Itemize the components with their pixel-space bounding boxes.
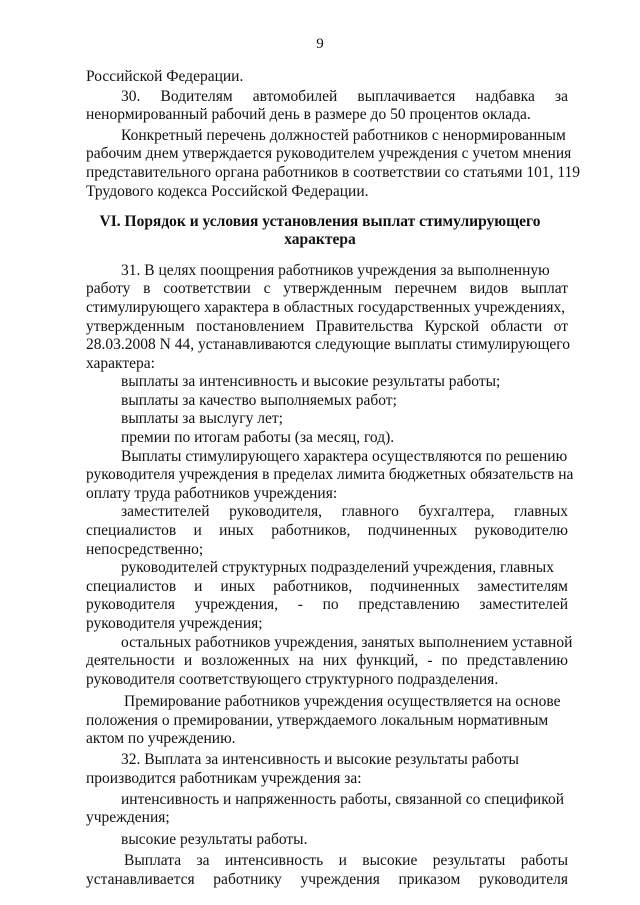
text-line: характера: xyxy=(86,355,155,372)
text-line: Выплаты стимулирующего характера осуществляются по решению xyxy=(121,448,568,465)
text-line: заместителей руководителя, главного бухгалтера, главных xyxy=(121,503,568,520)
text-line: остальных работников учреждения, занятых выполнением уставной xyxy=(121,634,573,651)
text-line: стимулирующего характера в областных государственных учреждениях, xyxy=(86,299,566,316)
text-line: Премирование работников учреждения осуществляется на основе xyxy=(124,693,561,710)
text-line: интенсивность и напряженность работы, связанной со спецификой xyxy=(121,791,564,808)
list-item: выплаты за качество выполняемых работ; xyxy=(121,392,397,409)
text-line: Выплата за интенсивность и высокие результаты работы xyxy=(124,852,568,869)
text-line: рабочим днем утверждается руководителем учреждения с учетом мнения xyxy=(86,145,572,162)
text-line: 32. Выплата за интенсивность и высокие результаты работы xyxy=(121,751,519,768)
text-line: 28.03.2008 N 44, устанавливаются следующие выплаты стимулирующего xyxy=(86,336,571,353)
text-line: утвержденным постановлением Правительства Курской области от xyxy=(86,318,568,335)
text-line: 31. В целях поощрения работников учреждения за выполненную xyxy=(121,262,550,279)
text-line: представительного органа работников в соответствии со статьями 101, 119 xyxy=(86,164,581,181)
text-line: руководителя учреждения в пределах лимита бюджетных обязательств на xyxy=(86,466,574,483)
text-line: актом по учреждению. xyxy=(86,730,236,747)
section-heading: характера xyxy=(284,231,356,248)
text-line: Российской Федерации. xyxy=(86,68,244,85)
text-line: 30. Водителям автомобилей выплачивается надбавка за xyxy=(121,88,568,105)
text-line: учреждения; xyxy=(86,809,170,826)
text-line: руководителя соответствующего структурного подразделения. xyxy=(86,671,499,688)
section-heading: VI. Порядок и условия установления выплат стимулирующего xyxy=(99,213,541,230)
text-line: производится работникам учреждения за: xyxy=(86,770,362,787)
text-line: положения о премировании, утверждаемого локальным нормативным xyxy=(86,712,549,729)
text-line: оплату труда работников учреждения: xyxy=(86,485,338,502)
text-line: Трудового кодекса Российской Федерации. xyxy=(86,183,369,200)
list-item: премии по итогам работы (за месяц, год). xyxy=(121,429,395,446)
text-line: руководителей структурных подразделений учреждения, главных xyxy=(121,559,554,576)
list-item: выплаты за выслугу лет; xyxy=(121,410,283,427)
text-line: деятельности и возложенных на них функций, - по представлению xyxy=(86,652,568,669)
text-line: работу в соответствии с утвержденным перечнем видов выплат xyxy=(86,280,568,297)
text-line: Конкретный перечень должностей работников с ненормированным xyxy=(121,127,566,144)
text-line: специалистов и иных работников, подчиненных заместителям xyxy=(86,578,568,595)
text-line: руководителя учреждения, - по представлению заместителей xyxy=(86,596,568,613)
text-line: специалистов и иных работников, подчиненных руководителю xyxy=(86,522,568,539)
text-line: ненормированный рабочий день в размере до 50 процентов оклада. xyxy=(86,106,531,123)
text-line: устанавливается работнику учреждения приказом руководителя xyxy=(86,871,568,888)
text-line: руководителя учреждения; xyxy=(86,615,263,632)
list-item: выплаты за интенсивность и высокие результаты работы; xyxy=(121,373,501,390)
text-line: высокие результаты работы. xyxy=(121,831,308,848)
text-line: непосредственно; xyxy=(86,541,204,558)
page-number: 9 xyxy=(316,36,324,52)
